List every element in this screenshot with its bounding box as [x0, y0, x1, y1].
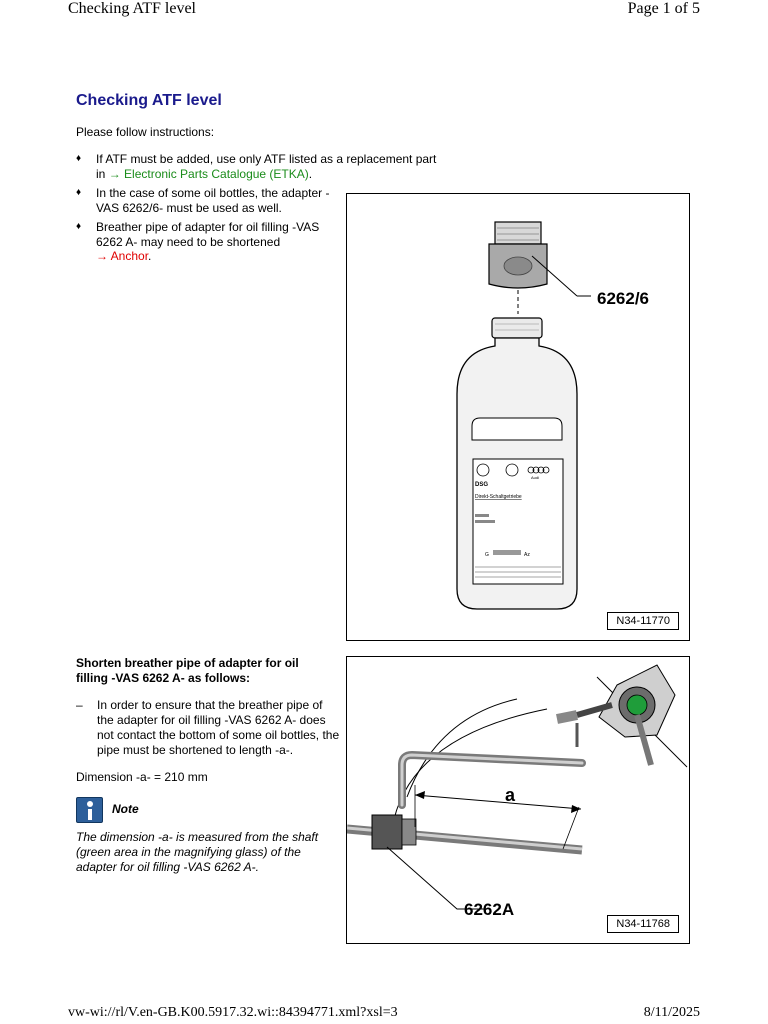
step-text: In order to ensure that the breather pipe of the adapter for oil filling -VAS 6262 A- does not contact the bottom of some oil bottles, the pipe must be shortened to length -a-. [97, 698, 340, 757]
bullet-diamond-icon: ♦ [76, 153, 82, 164]
figure-adapter-bottle [346, 193, 690, 641]
step-list [76, 698, 341, 758]
page-number: Page 1 of 5 [627, 0, 700, 17]
callout-6262-6: 6262/6 [597, 289, 649, 308]
callout-6262a: 6262A [464, 900, 515, 919]
bullet-diamond-icon: ♦ [76, 187, 82, 198]
bottle-label-az: Az [524, 552, 530, 558]
footer-url: vw-wi://rl/V.en-GB.K00.5917.32.wi::84394771.xml?xsl=3 [68, 1005, 398, 1020]
bullet-text: Breather pipe of adapter for oil filling -VAS 6262 A- may need to be shortened [96, 220, 320, 249]
bottle-label-line: Direkt-Schaltgetriebe [475, 494, 522, 500]
info-note-icon [76, 797, 103, 823]
bottle-label-brand: DSG [475, 482, 489, 488]
bullet-diamond-icon: ♦ [76, 221, 82, 232]
list-dash: – [76, 698, 83, 712]
list-item [76, 698, 341, 758]
running-header-title: Checking ATF level [68, 0, 196, 17]
dimension-a-label: a [505, 785, 516, 805]
dimension-text: Dimension -a- = 210 mm [76, 770, 208, 784]
page-title: Checking ATF level [76, 92, 222, 109]
figure-breather-pipe [346, 656, 690, 944]
bullet-text: In the case of some oil bottles, the adapter -VAS 6262/6- must be used as well. [96, 186, 330, 215]
etka-link[interactable]: → Electronic Parts Catalogue (ETKA) [108, 166, 309, 181]
footer-date: 8/11/2025 [643, 1005, 700, 1020]
intro-text: Please follow instructions: [76, 125, 215, 139]
bottle-label-g: G [485, 552, 489, 558]
bullet-text: If ATF must be added, use only ATF listed as a replacement part in [96, 152, 437, 181]
list-item: ♦ If ATF must be added, use only ATF listed as a replacement part in → Electronic Parts Catalogue (ETKA). [76, 152, 437, 181]
green-shaft-area [627, 695, 647, 715]
list-item [76, 186, 346, 215]
section-heading-shorten-pipe: Shorten breather pipe of adapter for oil filling -VAS 6262 A- as follows: [76, 656, 299, 685]
list-item: ♦ Breather pipe of adapter for oil filling -VAS 6262 A- may need to be shortened → Anchor. [76, 220, 320, 263]
adapter-bottle-illustration [347, 194, 688, 639]
note-text: The dimension -a- is measured from the shaft (green area in the magnifying glass) of the adapter for oil filling -VAS 6262 A-. [76, 830, 319, 874]
bottle-label-audi: Audi [531, 475, 540, 480]
figure-code-n34-11770: N34-11770 [607, 612, 679, 630]
anchor-link[interactable]: → Anchor [96, 249, 149, 263]
note-label: Note [112, 802, 139, 816]
figure-code-n34-11768: N34-11768 [607, 915, 679, 933]
breather-pipe-illustration [347, 657, 688, 942]
